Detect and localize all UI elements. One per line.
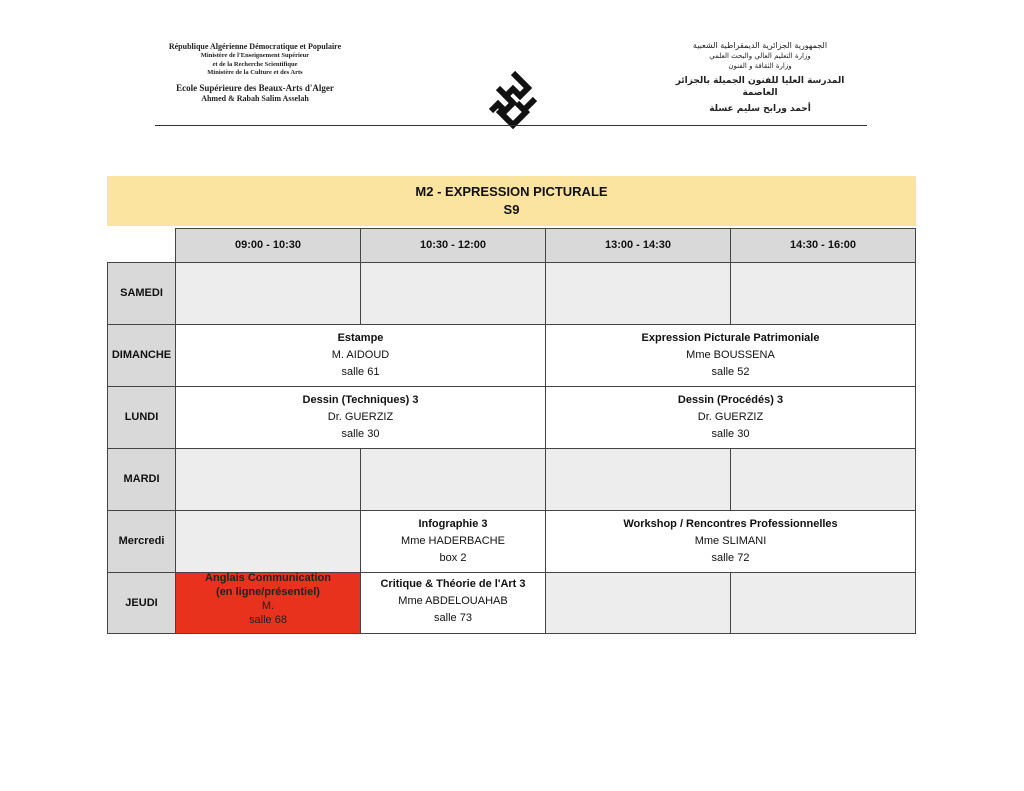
course-room: salle 30 (711, 428, 750, 440)
course-title: Estampe (337, 332, 384, 344)
course-teacher: Mme HADERBACHE (401, 535, 505, 547)
ministry-fr-2: et de la Recherche Scientifique (212, 60, 298, 68)
course-room: salle 30 (341, 428, 380, 440)
course-title-line2: (en ligne/présentiel) (216, 586, 320, 598)
republic-fr: République Algérienne Démocratique et Populaire (168, 42, 342, 51)
empty-slot (545, 448, 731, 511)
course-teacher: M. AIDOUD (331, 349, 390, 361)
course-patrimoniale (545, 324, 916, 387)
course-title: Dessin (Techniques) 3 (302, 394, 419, 406)
empty-slot (730, 448, 916, 511)
course-critique (360, 572, 546, 634)
header-right (660, 40, 860, 115)
course-teacher: Mme BOUSSENA (686, 349, 775, 361)
empty-slot (545, 262, 731, 325)
empty-slot (730, 262, 916, 325)
time-slot-4: 14:30 - 16:00 (730, 228, 916, 263)
day-dimanche: DIMANCHE (107, 324, 176, 387)
course-dessin-procedes (545, 386, 916, 449)
course-infographie (360, 510, 546, 573)
ministry-fr-1: Ministère de l'Enseignement Supérieur (200, 52, 310, 59)
course-estampe (175, 324, 546, 387)
course-title: Expression Picturale Patrimoniale (641, 332, 820, 344)
course-title: Dessin (Procédés) 3 (677, 394, 784, 406)
school-logo (478, 64, 548, 134)
empty-slot (730, 572, 916, 634)
ministry-ar-1: وزارة التعليم العالي والبحث العلمي (709, 52, 811, 60)
course-anglais (175, 572, 361, 634)
course-teacher: Dr. GUERZIZ (697, 411, 764, 423)
day-lundi: LUNDI (107, 386, 176, 449)
course-dessin-techniques (175, 386, 546, 449)
day-jeudi: JEUDI (107, 572, 176, 634)
course-teacher: Dr. GUERZIZ (327, 411, 394, 423)
course-workshop (545, 510, 916, 573)
day-mardi: MARDI (107, 448, 176, 511)
header-left (150, 42, 360, 104)
program-banner (107, 176, 916, 226)
republic-ar: الجمهورية الجزائرية الديمقراطية الشعبية (692, 41, 828, 50)
empty-slot (175, 510, 361, 573)
ministry-ar-2: وزارة الثقافة و الفنون (728, 62, 792, 70)
course-room: salle 72 (711, 552, 750, 564)
day-samedi: SAMEDI (107, 262, 176, 325)
course-anglais-content (205, 571, 331, 631)
program-title: M2 - EXPRESSION PICTURALE (415, 184, 608, 199)
school-names-ar: أحمد ورابح سليم عسلة (709, 104, 811, 114)
empty-slot (360, 262, 546, 325)
header-divider (155, 125, 867, 126)
course-title: Infographie 3 (418, 518, 488, 530)
course-room: box 2 (439, 552, 467, 564)
course-room: salle 52 (711, 366, 750, 378)
time-slot-3: 13:00 - 14:30 (545, 228, 731, 263)
semester-label: S9 (503, 202, 520, 217)
empty-slot (175, 448, 361, 511)
empty-slot (175, 262, 361, 325)
school-name-ar: المدرسة العليا للفنون الجميلة بالجزائر العاصمة (675, 76, 845, 98)
course-title-line1: Anglais Communication (205, 572, 331, 584)
course-room: salle 73 (434, 612, 472, 624)
empty-slot (545, 572, 731, 634)
course-teacher: Mme SLIMANI (694, 535, 767, 547)
course-teacher: M. (261, 600, 275, 612)
day-mercredi: Mercredi (107, 510, 176, 573)
school-names-fr: Ahmed & Rabah Salim Asselah (201, 93, 309, 103)
course-room: salle 68 (249, 614, 287, 626)
course-room: salle 61 (341, 366, 380, 378)
course-title: Workshop / Rencontres Professionnelles (623, 518, 838, 530)
ministry-fr-3: Ministère de la Culture et des Arts (207, 69, 303, 76)
time-slot-2: 10:30 - 12:00 (360, 228, 546, 263)
school-name-fr: Ecole Supérieure des Beaux-Arts d'Alger (176, 82, 334, 93)
course-teacher: Mme ABDELOUAHAB (398, 595, 508, 607)
time-slot-1: 09:00 - 10:30 (175, 228, 361, 263)
empty-slot (360, 448, 546, 511)
course-title: Critique & Théorie de l'Art 3 (380, 578, 526, 590)
